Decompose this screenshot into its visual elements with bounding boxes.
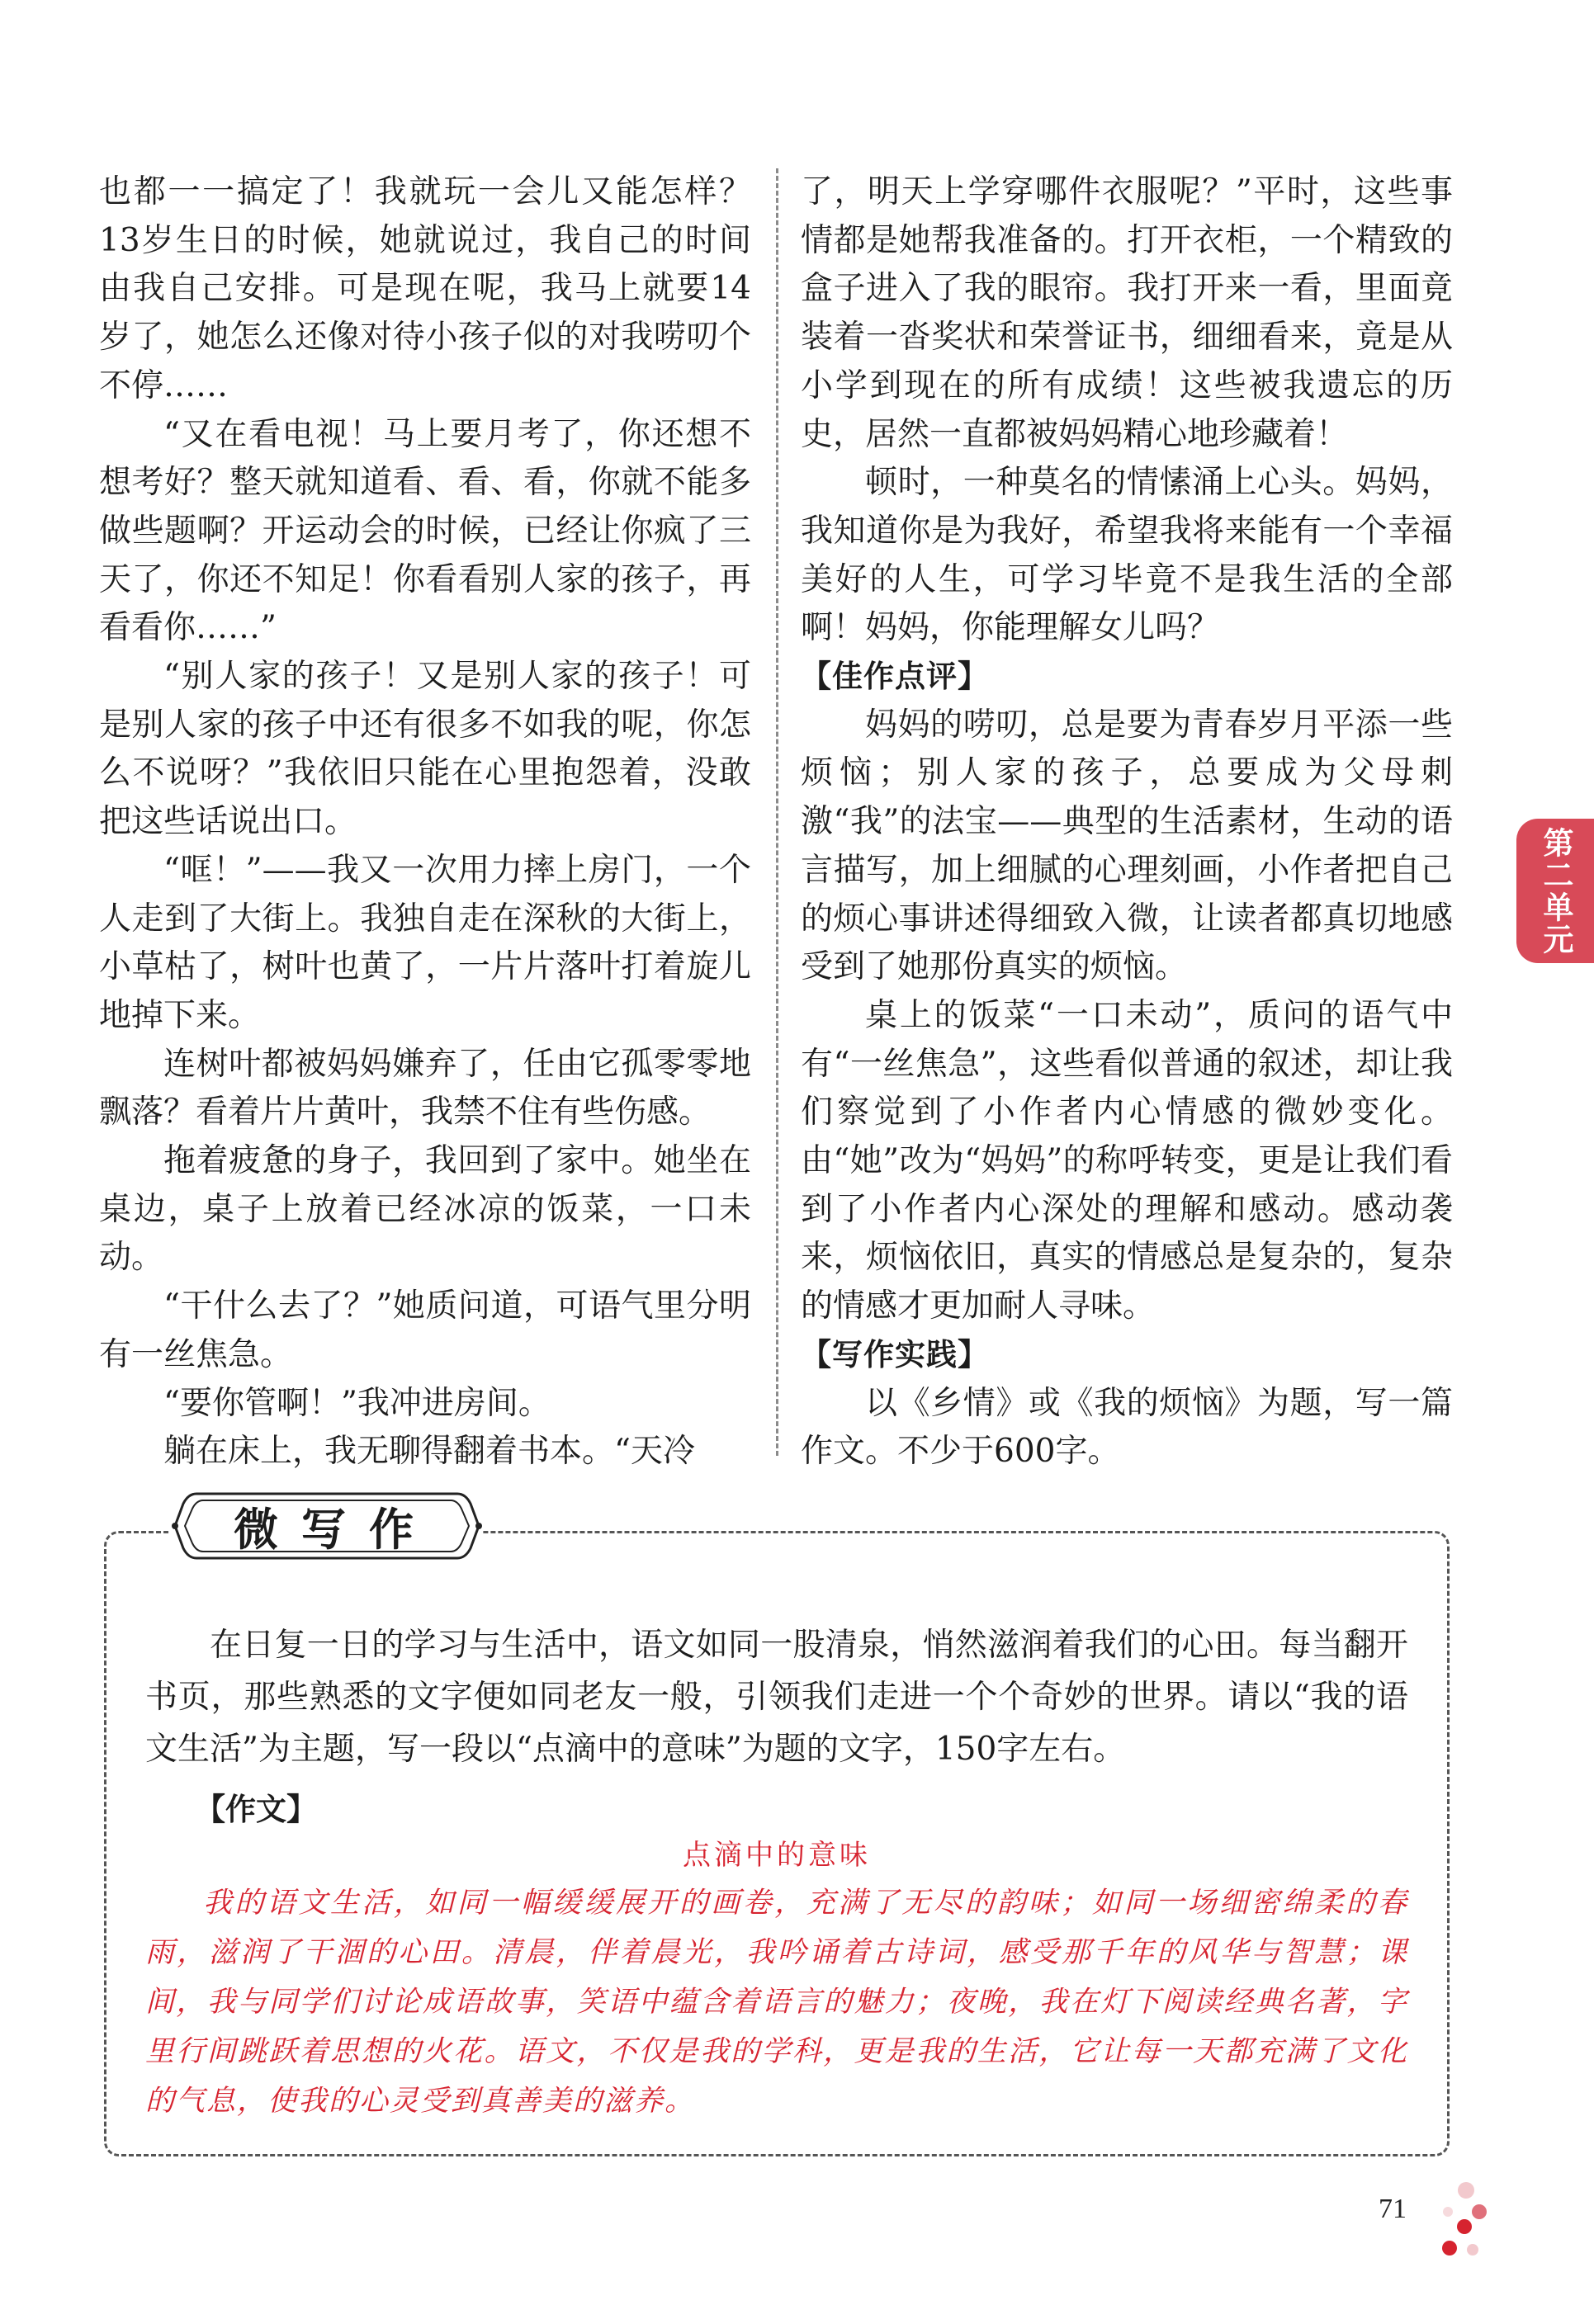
review-paragraph: 桌上的饭菜“一口未动”，质问的语气中有“一丝焦急”，这些看似普通的叙述，却让我们察觉到了小作者内心情感的微妙变化。由“她”改为“妈妈”的称呼转变，更是让我们看到了小作者内心深处的理解和感动。感动袭来，烦恼依旧，真实的情感总是复杂的，复杂的情感才更加耐人寻味。 (801, 996, 1453, 1325)
unit-side-tab (1516, 819, 1594, 963)
paragraph: 拖着疲惫的身子，我回到了家中。她坐在桌边，桌子上放着已经冰凉的饭菜，一口未动。 (99, 1142, 751, 1277)
right-column (801, 168, 1453, 1476)
essay-label: 【作文】 (195, 1792, 317, 1827)
unit-side-tab-label: 第二单元 (1538, 826, 1573, 956)
paragraph: “又在看电视！马上要月考了，你还想不想考好？整天就知道看、看、看，你就不能多做些题啊？开运动会的时候，已经让你疯了三天了，你还不知足！你看看别人家的孩子，再看看你……” (99, 415, 751, 647)
essay-body (145, 1878, 1408, 2126)
review-heading: 【佳作点评】 (801, 659, 989, 695)
paragraph: “哐！”——我又一次用力摔上房门，一个人走到了大街上。我独自走在深秋的大街上，小草枯了，树叶也黄了，一片片落叶打着旋儿地掉下来。 (99, 851, 751, 1034)
practice-heading: 【写作实践】 (801, 1336, 989, 1372)
paragraph: “要你管啊！”我冲进房间。 (163, 1384, 551, 1422)
micro-writing-title: 微写作 (234, 1503, 437, 1556)
paragraph: 躺在床上，我无聊得翻着书本。“天冷 (163, 1433, 695, 1471)
paragraph: 连树叶都被妈妈嫌弃了，任由它孤零零地飘落？看着片片黄叶，我禁不住有些伤感。 (99, 1045, 751, 1131)
decorative-dots-icon (1395, 2179, 1494, 2278)
essay-title: 点滴中的意味 (683, 1839, 871, 1872)
paragraph: “干什么去了？”她质问道，可语气里分明有一丝焦急。 (99, 1287, 751, 1373)
paragraph: 顿时，一种莫名的情愫涌上心头。妈妈，我知道你是为我好，希望我将来能有一个幸福美好的人生，可学习毕竟不是我生活的全部啊！妈妈，你能理解女儿吗？ (801, 464, 1453, 647)
column-divider (776, 168, 778, 1456)
prompt-text: 在日复一日的学习与生活中，语文如同一股清泉，悄然滋润着我们的心田。每当翻开书页，那些熟悉的文字便如同老友一般，引领我们走进一个个奇妙的世界。请以“我的语文生活”为主题，写一段以“点滴中的意味”为题的文字，150字左右。 (145, 1627, 1408, 1768)
paragraph: 也都一一搞定了！我就玩一会儿又能怎样？13岁生日的时候，她就说过，我自己的时间由我自己安排。可是现在呢，我马上就要14岁了，她怎么还像对待小孩子似的对我唠叨个不停…… (99, 173, 751, 404)
paragraph: “别人家的孩子！又是别人家的孩子！可是别人家的孩子中还有很多不如我的呢，你怎么不说呀？”我依旧只能在心里抱怨着，没敢把这些话说出口。 (99, 658, 751, 841)
practice-text: 以《乡情》或《我的烦恼》为题，写一篇作文。不少于600字。 (801, 1384, 1453, 1471)
essay-text: 我的语文生活，如同一幅缓缓展开的画卷，充满了无尽的韵味；如同一场细密绵柔的春雨，滋润了干涸的心田。清晨，伴着晨光，我吟诵着古诗词，感受那千年的风华与智慧；课间，我与同学们讨论成语故事，笑语中蕴含着语言的魅力；夜晚，我在灯下阅读经典名著，字里行间跳跃着思想的火花。语文，不仅是我的学科，更是我的生活，它让每一天都充满了文化的气息，使我的心灵受到真善美的滋养。 (145, 1887, 1408, 2118)
left-column (99, 168, 751, 1476)
review-paragraph: 妈妈的唠叨，总是要为青春岁月平添一些烦恼；别人家的孩子，总要成为父母刺激“我”的法宝——典型的生活素材，生动的语言描写，加上细腻的心理刻画，小作者把自己的烦心事讲述得细致入微，让读者都真切地感受到了她那份真实的烦恼。 (801, 706, 1453, 986)
page-number: 71 (1379, 2194, 1407, 2224)
paragraph: 了，明天上学穿哪件衣服呢？”平时，这些事情都是她帮我准备的。打开衣柜，一个精致的盒子进入了我的眼帘。我打开来一看，里面竟装着一沓奖状和荣誉证书，细细看来，竟是从小学到现在的所有成绩！这些被我遗忘的历史，居然一直都被妈妈精心地珍藏着！ (801, 173, 1453, 453)
micro-writing-prompt (145, 1619, 1408, 1775)
